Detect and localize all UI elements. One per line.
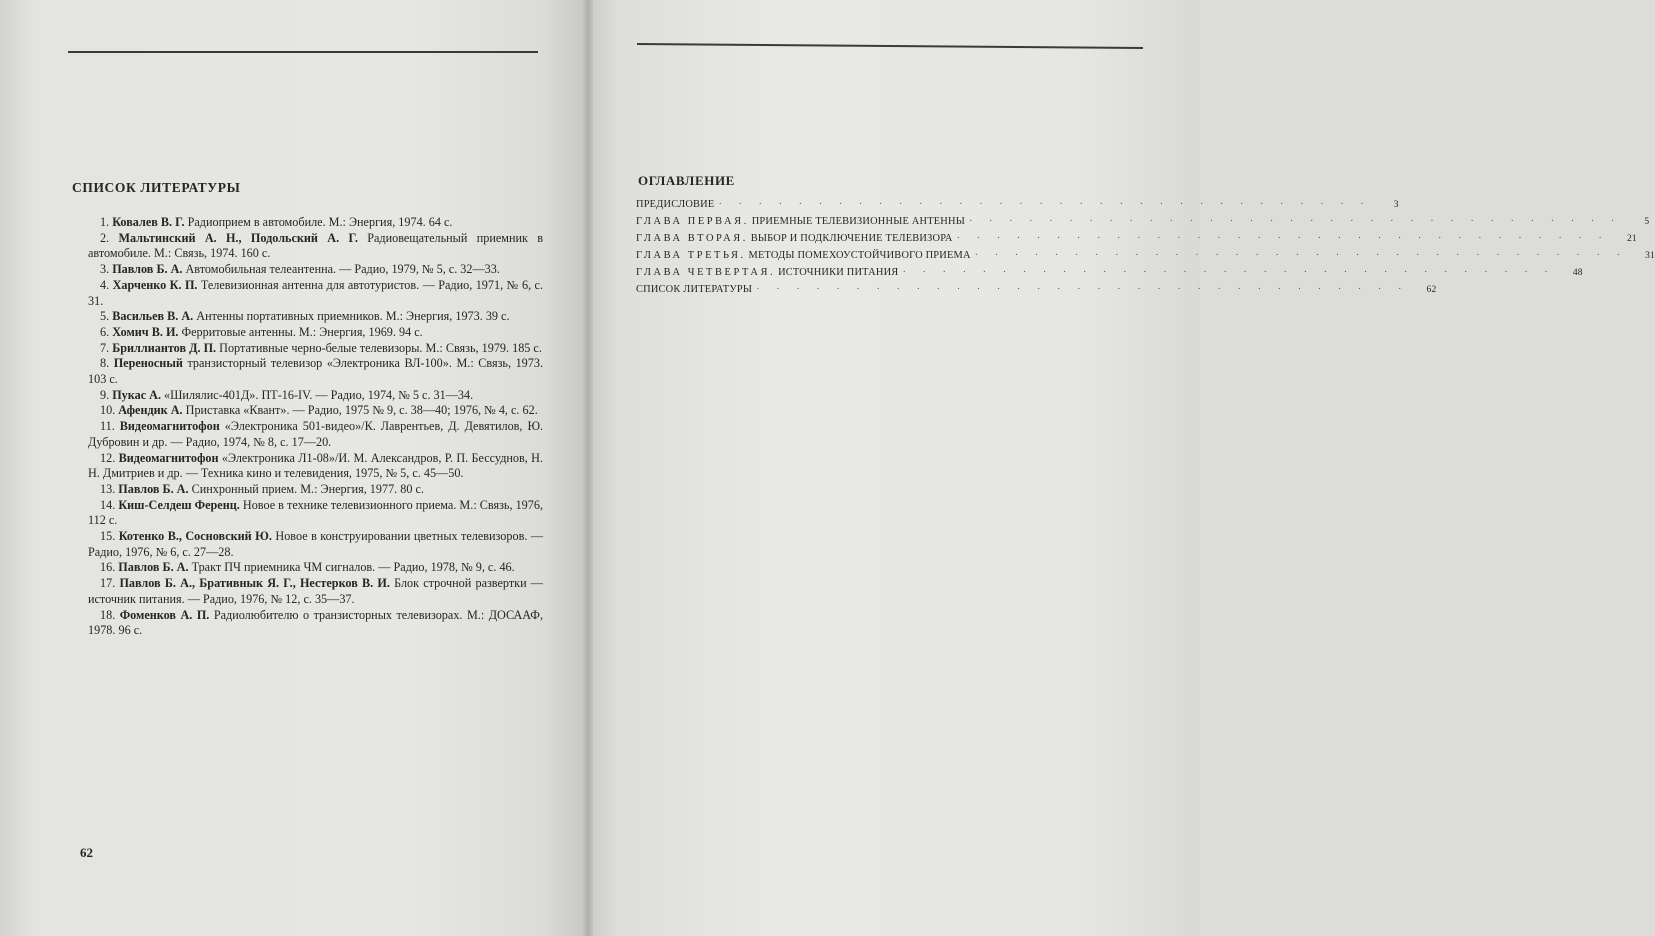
reference-authors: Киш-Селдеш Ференц.: [118, 497, 240, 512]
toc-chapter-label: ГЛАВА ПЕРВАЯ.: [636, 216, 749, 227]
toc-entry: [636, 267, 1583, 284]
reference-text: «Шилялис-401Д». ПТ-16-IV. — Радио, 1974, № 5 с. 31—34.: [164, 387, 474, 402]
toc-entry-title: [636, 250, 971, 261]
reference-authors: Переносный: [113, 356, 183, 371]
reference-item: [88, 403, 543, 419]
reference-number: 9.: [100, 387, 110, 402]
toc-page-number: 48: [1572, 268, 1583, 278]
toc-entry: [636, 233, 1637, 250]
toc-entry: [636, 250, 1655, 267]
toc-dot-leader: · · · · · · · · · · · · · · · · · · · · · · · · · · · · · · · · ·: [756, 284, 1409, 295]
toc-entry: [636, 284, 1437, 301]
reference-number: 10.: [100, 403, 116, 418]
reference-number: 12.: [100, 450, 116, 465]
toc-entry-title: [636, 267, 898, 278]
toc-chapter-label: ГЛАВА ВТОРАЯ.: [636, 233, 748, 244]
reference-number: 5.: [100, 309, 110, 324]
reference-item: [88, 529, 543, 560]
reference-number: 4.: [100, 277, 110, 292]
reference-item: [88, 215, 543, 231]
reference-number: 7.: [100, 340, 110, 355]
reference-text: Тракт ПЧ приемника ЧМ сигналов. — Радио, 1978, № 9, с. 46.: [191, 560, 515, 575]
reference-authors: Фоменков А. П.: [119, 607, 210, 622]
reference-item: [88, 356, 543, 387]
reference-text: Радиовещательный приемник в автомобиле. М.: Связь, 1974. 160 с.: [88, 230, 544, 261]
reference-text: Новое в технике телевизионного приема. М.: Связь, 1976, 112 с.: [88, 497, 544, 528]
reference-text: Ферритовые антенны. М.: Энергия, 1969. 94 с.: [181, 324, 423, 339]
reference-text: транзисторный телевизор «Электроника ВЛ-100». М.: Связь, 1973. 103 с.: [88, 356, 543, 387]
reference-authors: Харченко К. П.: [112, 277, 198, 292]
toc-entry-title: [636, 284, 752, 295]
bibliography-heading: СПИСОК ЛИТЕРАТУРЫ: [72, 180, 241, 195]
reference-text: Синхронный прием. М.: Энергия, 1977. 80 с.: [191, 481, 424, 496]
reference-number: 11.: [100, 419, 115, 434]
toc-chapter-title: СПИСОК ЛИТЕРАТУРЫ: [636, 284, 753, 295]
reference-number: 15.: [100, 529, 116, 544]
header-rule: [637, 43, 1143, 49]
toc-chapter-title: ПРИЕМНЫЕ ТЕЛЕВИЗИОННЫЕ АНТЕННЫ: [751, 216, 965, 227]
reference-number: 3.: [100, 262, 110, 277]
toc-entry: [636, 216, 1650, 233]
toc-chapter-title: ПРЕДИСЛОВИЕ: [636, 199, 715, 210]
toc-page-number: 62: [1426, 285, 1437, 295]
reference-authors: Васильев В. А.: [112, 309, 194, 324]
reference-authors: Бриллиантов Д. П.: [112, 340, 217, 355]
reference-text: Антенны портативных приемников. М.: Энергия, 1973. 39 с.: [196, 309, 510, 324]
reference-text: «Электроника Л1-08»/И. М. Александров, Р. П. Бессуднов, Н. Н. Дмитриев и др. — Техника кино и телевидения, 1975, № 5, с. 45—50.: [88, 450, 544, 481]
reference-authors: Павлов Б. А.: [112, 262, 183, 277]
reference-number: 14.: [100, 497, 116, 512]
reference-number: 1.: [100, 215, 110, 229]
reference-authors: Павлов Б. А.: [118, 481, 189, 496]
reference-text: Новое в конструировании цветных телевизоров. — Радио, 1976, № 6, с. 27—28.: [88, 529, 544, 559]
reference-authors: Ковалев В. Г.: [112, 215, 185, 229]
toc-dot-leader: · · · · · · · · · · · · · · · · · · · · · · · · · · · · · · · · ·: [968, 216, 1622, 227]
toc-dot-leader: · · · · · · · · · · · · · · · · · · · · · · · · · · · · · · · · ·: [974, 250, 1627, 261]
toc-entry: [636, 199, 1399, 216]
reference-number: 16.: [100, 560, 116, 575]
reference-number: 18.: [100, 607, 116, 622]
right-page: [588, 0, 1655, 936]
reference-item: [88, 576, 543, 607]
reference-number: 6.: [100, 324, 110, 339]
reference-authors: Видеомагнитофон: [119, 419, 220, 434]
toc-entry-title: [636, 199, 714, 210]
reference-authors: Видеомагнитофон: [118, 450, 219, 465]
reference-text: Приставка «Квант». — Радио, 1975 № 9, с. 38—40; 1976, № 4, с. 62.: [185, 403, 538, 418]
toc-page-number: 3: [1393, 200, 1399, 210]
toc-chapter-title: ВЫБОР И ПОДКЛЮЧЕНИЕ ТЕЛЕВИЗОРА: [750, 233, 953, 244]
reference-item: [88, 309, 543, 325]
reference-item: [88, 560, 543, 576]
reference-authors: Пукас А.: [112, 387, 161, 402]
bibliography-list: [88, 215, 543, 639]
toc-chapter-label: ГЛАВА ТРЕТЬЯ.: [636, 250, 746, 261]
reference-authors: Павлов Б. А., Бративнык Я. Г., Нестерков В. И.: [119, 576, 390, 591]
reference-text: Радиолюбителю о транзисторных телевизорах. М.: ДОСААФ, 1978. 96 с.: [88, 607, 543, 638]
contents-heading: ОГЛАВЛЕНИЕ: [638, 173, 735, 188]
reference-number: 2.: [100, 230, 110, 245]
toc-page-number: 5: [1644, 217, 1650, 227]
toc-chapter-label: ГЛАВА ЧЕТВЕРТАЯ.: [636, 267, 776, 278]
reference-text: Блок строчной развертки — источник питания. — Радио, 1976, № 12, с. 35—37.: [88, 576, 543, 606]
page-number: 62: [80, 845, 93, 860]
reference-number: 8.: [100, 356, 110, 371]
toc-dot-leader: · · · · · · · · · · · · · · · · · · · · · · · · · · · · · · · · ·: [902, 267, 1555, 278]
toc-entry-title: [636, 216, 965, 227]
reference-item: [88, 262, 543, 278]
table-of-contents: [636, 199, 1655, 301]
reference-item: [88, 341, 543, 357]
reference-authors: Хомич В. И.: [112, 324, 179, 339]
toc-chapter-title: ИСТОЧНИКИ ПИТАНИЯ: [778, 267, 899, 278]
reference-authors: Афендик А.: [118, 403, 183, 418]
reference-text: «Электроника 501-видео»/К. Лаврентьев, Д. Девятилов, Ю. Дубровин и др. — Радио, 1974, № 8, с. 17—20.: [88, 419, 544, 449]
reference-authors: Павлов Б. А.: [118, 560, 189, 575]
reference-authors: Котенко В., Сосновский Ю.: [118, 529, 272, 544]
toc-page-number: 31: [1645, 251, 1655, 261]
reference-item: [88, 325, 543, 341]
reference-number: 13.: [100, 481, 116, 496]
reference-number: 17.: [100, 576, 116, 591]
toc-dot-leader: · · · · · · · · · · · · · · · · · · · · · · · · · · · · · · · · ·: [956, 233, 1609, 244]
reference-item: [88, 498, 543, 529]
reference-text: Радиоприем в автомобиле. М.: Энергия, 1974. 64 с.: [187, 215, 453, 229]
toc-chapter-title: МЕТОДЫ ПОМЕХОУСТОЙЧИВОГО ПРИЕМА: [748, 250, 971, 261]
reference-item: [88, 608, 543, 639]
header-rule: [68, 51, 538, 53]
book-gutter: [583, 0, 593, 936]
reference-text: Телевизионная антенна для автотуристов. — Радио, 1971, № 6, с. 31.: [88, 277, 544, 308]
reference-text: Автомобильная телеантенна. — Радио, 1979, № 5, с. 32—33.: [185, 262, 500, 277]
reference-item: [88, 388, 543, 404]
reference-item: [88, 419, 543, 450]
reference-item: [88, 451, 543, 482]
reference-text: Портативные черно-белые телевизоры. М.: Связь, 1979. 185 с.: [219, 340, 542, 355]
reference-item: [88, 231, 543, 262]
toc-entry-title: [636, 233, 953, 244]
reference-authors: Мальтинский А. Н., Подольский А. Г.: [118, 230, 358, 245]
reference-item: [88, 278, 543, 309]
toc-page-number: 21: [1626, 234, 1637, 244]
left-page: [0, 0, 588, 936]
reference-item: [88, 482, 543, 498]
toc-dot-leader: · · · · · · · · · · · · · · · · · · · · · · · · · · · · · · · · ·: [718, 199, 1371, 210]
